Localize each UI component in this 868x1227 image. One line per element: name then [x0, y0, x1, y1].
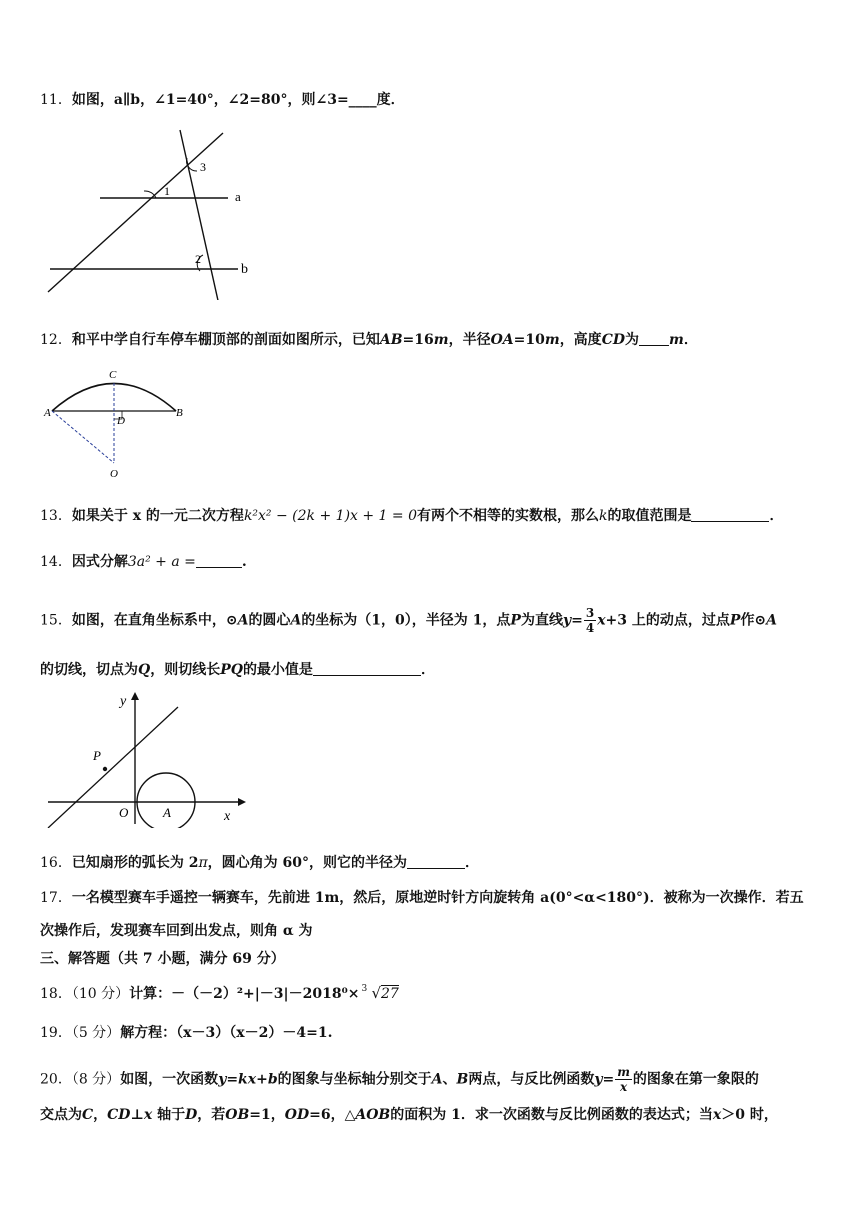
segment-od: OD — [284, 1107, 310, 1123]
point-b-label: B — [176, 407, 183, 419]
question-20 — [40, 1065, 759, 1094]
cube-root: 3 √27 — [359, 984, 398, 1003]
point-a: A — [237, 612, 249, 629]
denominator: x — [619, 1080, 628, 1094]
point-a: A — [766, 612, 778, 629]
question-19 — [40, 1024, 332, 1042]
point-a: A — [431, 1071, 443, 1088]
question-number: 18． — [40, 986, 72, 1002]
segment-cd: CD — [601, 332, 625, 348]
question-text: 的图象与坐标轴分别交于 — [277, 1071, 432, 1088]
answer-blank — [313, 661, 421, 676]
unit: m — [544, 332, 560, 348]
question-text: 交点为 — [40, 1107, 82, 1123]
section-header: 三、解答题（共 7 小题，满分 69 分） — [40, 951, 285, 967]
question-tail: . — [241, 554, 247, 570]
question-text: 和平中学自行车停车棚顶部的剖面如图所示，已知 — [71, 332, 380, 348]
denominator: 4 — [585, 621, 595, 635]
score: （8 分） — [71, 1071, 121, 1088]
question-tail: ． — [683, 332, 698, 348]
answer-blank — [407, 854, 465, 869]
pi-symbol: π — [198, 855, 208, 871]
question-number: 15． — [40, 612, 72, 629]
numerator: 3 — [585, 606, 595, 620]
question-text: =1， — [249, 1107, 285, 1123]
question-text: 的切线，切点为 — [40, 662, 138, 678]
unit: m — [668, 332, 684, 348]
question-text: ，则切线长 — [150, 662, 221, 678]
question-text: 的取值范围是 — [607, 508, 692, 524]
angle-3-label: 3 — [200, 160, 206, 174]
question-text: =6，△ — [309, 1107, 356, 1123]
separator: 、 — [442, 1071, 457, 1088]
question-number: 16． — [40, 855, 72, 871]
var-y: y — [562, 612, 572, 629]
answer-blank — [639, 331, 669, 346]
question-number: 11． — [40, 92, 72, 108]
q15-figure — [40, 688, 250, 828]
answer-blank — [196, 553, 242, 568]
point-p: P — [729, 612, 741, 629]
question-text: 一名模型赛车手遥控一辆赛车，先前进 1m，然后，原地逆时针方向旋转角 a(0°<α<180°)．被称为一次操作．若五 — [71, 890, 804, 906]
question-tail: ． — [465, 855, 480, 871]
equals-sign: = — [571, 612, 583, 629]
line-b-label: b — [241, 262, 248, 277]
point-d: D — [185, 1107, 198, 1123]
var-x: x — [712, 1107, 722, 1123]
question-text: 两点，与反比例函数 — [468, 1071, 595, 1088]
angle-2-label: 2 — [195, 252, 201, 266]
score: （10 分） — [71, 986, 130, 1002]
question-text: ，若 — [197, 1107, 226, 1123]
question-text: 有两个不相等的实数根，那么 — [417, 508, 599, 524]
question-text: ， — [93, 1107, 108, 1123]
segment-ab: AB — [379, 332, 403, 348]
question-number: 14． — [40, 554, 72, 570]
question-17 — [40, 889, 804, 907]
segment-pq: PQ — [220, 662, 243, 678]
question-text: ，高度 — [559, 332, 602, 348]
x-axis-label: x — [224, 809, 231, 824]
question-text: 的面积为 1．求一次函数与反比例函数的表达式；当 — [390, 1107, 713, 1123]
question-15 — [40, 606, 777, 635]
question-text: 次操作后，发现赛车回到出发点，则角 α 为 — [40, 923, 313, 939]
question-number: 19． — [40, 1025, 72, 1041]
question-text: 为直线 — [520, 612, 563, 629]
point-c: C — [82, 1107, 94, 1123]
question-text: 的圆心 — [248, 612, 291, 629]
question-tail: ． — [769, 508, 784, 524]
question-text: ，圆心角为 60°，则它的半径为 — [207, 855, 408, 871]
point-a-label: A — [44, 407, 51, 419]
line-a-label: a — [235, 189, 241, 204]
question-text: 已知扇形的弧长为 2 — [71, 855, 199, 871]
question-text: 如图，在直角坐标系中，⊙ — [71, 612, 238, 629]
numerator: m — [617, 1065, 630, 1079]
radicand: 27 — [381, 986, 399, 1002]
angle-1-label: 1 — [164, 184, 170, 198]
question-text: 解方程：（x－3）（x－2）－4=1. — [120, 1025, 333, 1041]
question-number: 12． — [40, 332, 72, 348]
var-y: y — [594, 1071, 603, 1088]
expression: 3a² + a = — [127, 554, 196, 570]
question-text: 如图，一次函数 — [120, 1071, 219, 1088]
q11-figure — [40, 125, 260, 300]
origin-label: O — [119, 805, 129, 820]
linear-function: y=kx+b — [218, 1071, 278, 1088]
point-b: B — [456, 1071, 469, 1088]
question-text: 因式分解 — [71, 554, 128, 570]
question-text: ＞0 时， — [721, 1107, 778, 1123]
question-tail: ． — [420, 662, 435, 678]
fraction-3-4 — [584, 606, 596, 635]
equals-sign: = — [602, 1071, 615, 1088]
center-a-label: A — [163, 805, 171, 820]
point-c-label: C — [109, 369, 117, 381]
root-index: 3 — [361, 984, 368, 994]
question-text: 为 — [624, 332, 639, 348]
point-p-label: P — [93, 748, 101, 763]
segment-ob: OB — [225, 1107, 250, 1123]
score: （5 分） — [71, 1025, 121, 1041]
question-18 — [40, 984, 399, 1003]
question-text: 如图，a∥b，∠1=40°，∠2=80°，则∠3= — [71, 92, 349, 108]
question-text: 轴于 — [152, 1107, 186, 1123]
fraction-m-x — [615, 1065, 632, 1094]
question-tail: 度． — [376, 92, 405, 108]
triangle-aob: AOB — [355, 1107, 391, 1123]
question-text: 的图象在第一象限的 — [632, 1071, 759, 1088]
unit: m — [433, 332, 449, 348]
question-13 — [40, 507, 783, 525]
point-p: P — [510, 612, 521, 629]
question-text: 计算：－（－2）²+|－3|－2018⁰× — [129, 986, 360, 1002]
question-text: 如果关于 x 的一元二次方程 — [71, 508, 244, 524]
value-oa: =10 — [513, 332, 545, 348]
question-16 — [40, 854, 479, 872]
segment-cd: CD⊥x — [107, 1107, 153, 1123]
question-text: ，半径 — [448, 332, 491, 348]
question-text: +3 上的动点，过点 — [605, 612, 730, 629]
question-number: 13． — [40, 508, 72, 524]
q12-figure — [40, 362, 200, 482]
var-x: x — [597, 612, 606, 629]
point-a: A — [290, 612, 302, 629]
question-11 — [40, 91, 405, 109]
question-12 — [40, 331, 698, 349]
y-axis-label: y — [120, 694, 127, 709]
question-text: 的坐标为（1，0），半径为 1，点 — [301, 612, 511, 629]
answer-blank — [691, 507, 769, 522]
answer-blank: ____ — [348, 92, 377, 108]
variable-k: k — [599, 508, 608, 524]
point-d-label: D — [117, 415, 125, 427]
question-number: 20． — [40, 1071, 72, 1088]
question-15-line-2 — [40, 661, 435, 679]
question-number: 17． — [40, 890, 72, 906]
value-ab: =16 — [402, 332, 434, 348]
question-17-line-2 — [40, 922, 313, 940]
question-text: 作⊙ — [740, 612, 767, 629]
quadratic-equation: k²x² − (2k + 1)x + 1 = 0 — [243, 508, 417, 524]
question-20-line-2 — [40, 1106, 778, 1124]
point-q: Q — [138, 662, 151, 678]
point-o-label: O — [110, 468, 118, 480]
segment-oa: OA — [490, 332, 514, 348]
question-text: 的最小值是 — [242, 662, 313, 678]
question-14 — [40, 553, 247, 571]
